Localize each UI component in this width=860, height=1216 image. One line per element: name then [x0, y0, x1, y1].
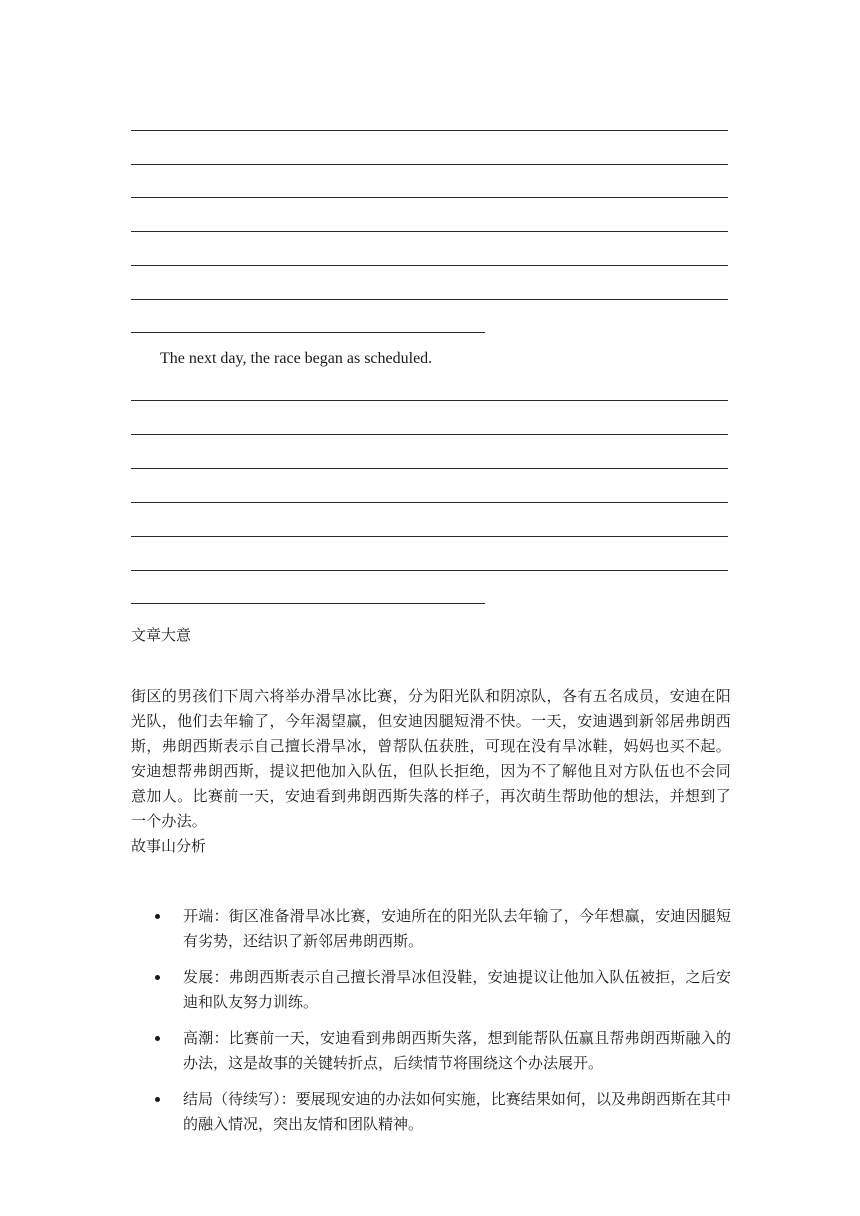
writing-line: [131, 400, 728, 401]
writing-line: [131, 130, 728, 131]
analysis-item-text: 结局（待续写）：要展现安迪的办法如何实施，比赛结果如何，以及弗朗西斯在其中的融入情况，突出友情和团队精神。: [183, 1090, 731, 1133]
writing-line: [131, 265, 728, 266]
continuation-prompt: The next day, the race began as scheduled.: [160, 350, 433, 367]
bullet-icon: [155, 1097, 160, 1102]
writing-line: [131, 197, 728, 198]
writing-line-short: [131, 603, 485, 604]
list-item: [131, 965, 731, 1015]
analysis-item-text: 开端：街区准备滑旱冰比赛，安迪所在的阳光队去年输了，今年想赢，安迪因腿短有劣势，还结识了新邻居弗朗西斯。: [183, 907, 731, 950]
analysis-item-text: 高潮：比赛前一天，安迪看到弗朗西斯失落，想到能帮队伍赢且帮弗朗西斯融入的办法，这是故事的关键转折点，后续情节将围绕这个办法展开。: [183, 1029, 731, 1072]
list-item: [131, 904, 731, 954]
writing-line: [131, 468, 728, 469]
analysis-item-text: 发展：弗朗西斯表示自己擅长滑旱冰但没鞋，安迪提议让他加入队伍被拒，之后安迪和队友努力训练。: [183, 968, 731, 1011]
analysis-list: [131, 904, 731, 1148]
analysis-heading: 故事山分析: [131, 837, 207, 855]
writing-line: [131, 536, 728, 537]
writing-line: [131, 434, 728, 435]
writing-line: [131, 502, 728, 503]
bullet-icon: [155, 975, 160, 980]
list-item: [131, 1087, 731, 1137]
writing-line: [131, 299, 728, 300]
list-item: [131, 1026, 731, 1076]
writing-line: [131, 231, 728, 232]
writing-line: [131, 570, 728, 571]
writing-line-short: [131, 332, 485, 333]
summary-paragraph: 街区的男孩们下周六将举办滑旱冰比赛，分为阳光队和阴凉队，各有五名成员，安迪在阳光队，他们去年输了，今年渴望赢，但安迪因腿短滑不快。一天，安迪遇到新邻居弗朗西斯，弗朗西斯表示自己擅长滑旱冰，曾帮队伍获胜，可现在没有旱冰鞋，妈妈也买不起。安迪想帮弗朗西斯，提议把他加入队伍，但队长拒绝，因为不了解他且对方队伍也不会同意加人。比赛前一天，安迪看到弗朗西斯失落的样子，再次萌生帮助他的想法，并想到了一个办法。: [131, 687, 731, 830]
summary-heading: 文章大意: [131, 626, 192, 644]
bullet-icon: [155, 914, 160, 919]
bullet-icon: [155, 1036, 160, 1041]
writing-line: [131, 164, 728, 165]
